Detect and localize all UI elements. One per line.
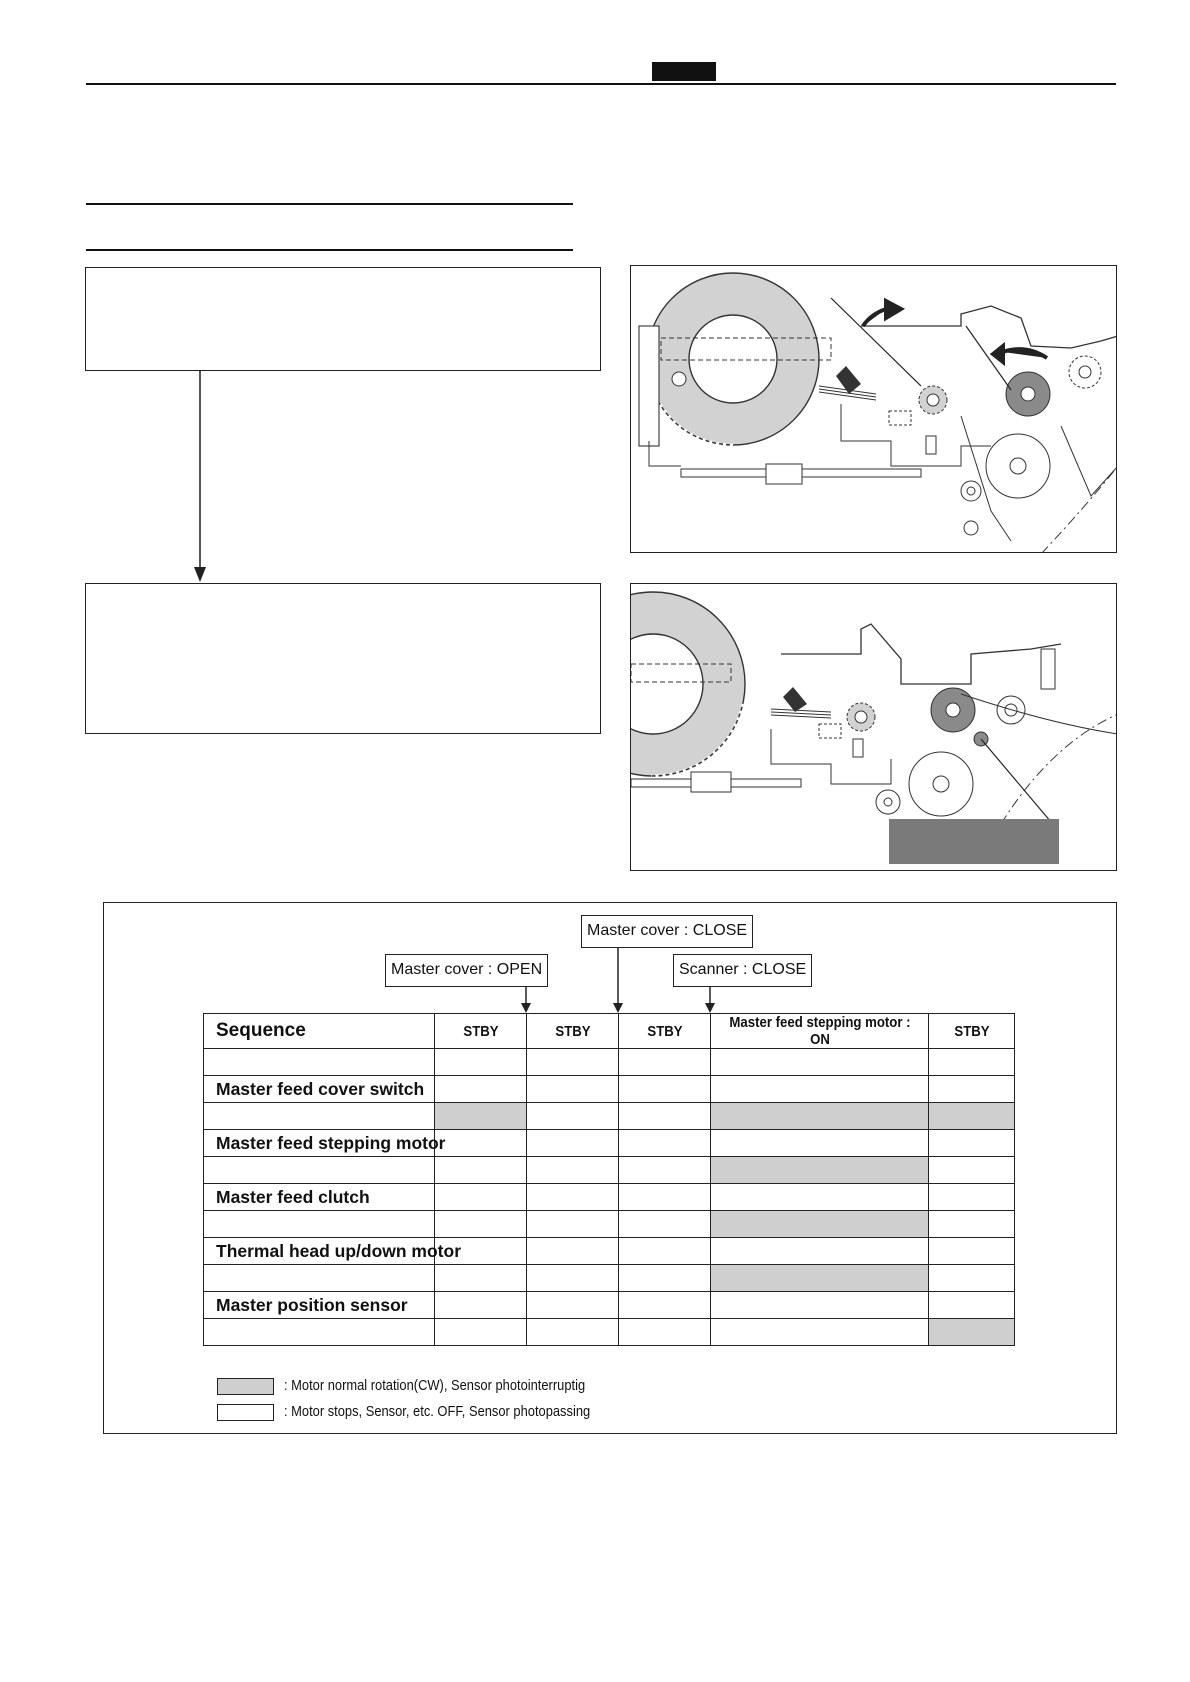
state-cell-inactive [527, 1319, 619, 1346]
state-cell-active [711, 1211, 929, 1238]
state-cell-inactive [929, 1211, 1015, 1238]
table-row [204, 1157, 1015, 1184]
row-label [204, 1211, 435, 1238]
state-cell-inactive [527, 1238, 619, 1265]
state-cell-inactive [619, 1319, 711, 1346]
state-cell-inactive [711, 1049, 929, 1076]
legend-text-off: : Motor stops, Sensor, etc. OFF, Sensor photopassing [284, 1403, 591, 1420]
state-cell-active [929, 1103, 1015, 1130]
legend-swatch-on [217, 1378, 274, 1395]
legend-text-on: : Motor normal rotation(CW), Sensor photointerruptig [284, 1377, 586, 1394]
state-cell-inactive [435, 1049, 527, 1076]
state-cell-inactive [929, 1238, 1015, 1265]
row-label [204, 1157, 435, 1184]
state-cell-inactive [619, 1211, 711, 1238]
state-cell-inactive [527, 1103, 619, 1130]
row-label: Master feed cover switch [204, 1076, 435, 1103]
state-cell-inactive [619, 1103, 711, 1130]
row-label: Thermal head up/down motor [204, 1238, 435, 1265]
state-cell-inactive [619, 1049, 711, 1076]
state-cell-inactive [527, 1265, 619, 1292]
phase-header: Master feed stepping motor : ON [724, 1014, 916, 1049]
table-row [204, 1076, 1015, 1103]
row-label: Master feed clutch [204, 1184, 435, 1211]
table-row [204, 1211, 1015, 1238]
state-cell-inactive [619, 1292, 711, 1319]
state-cell-inactive [619, 1076, 711, 1103]
state-cell-inactive [435, 1130, 527, 1157]
state-cell-active [711, 1103, 929, 1130]
state-cell-inactive [619, 1238, 711, 1265]
table-row [204, 1319, 1015, 1346]
state-cell-inactive [929, 1184, 1015, 1211]
state-cell-inactive [527, 1049, 619, 1076]
state-cell-inactive [619, 1184, 711, 1211]
state-cell-active [929, 1319, 1015, 1346]
state-cell-inactive [435, 1211, 527, 1238]
phase-header: STBY [440, 1014, 521, 1049]
state-cell-inactive [527, 1211, 619, 1238]
state-cell-inactive [527, 1076, 619, 1103]
state-cell-inactive [929, 1076, 1015, 1103]
row-label: Master feed stepping motor [204, 1130, 435, 1157]
state-cell-inactive [435, 1265, 527, 1292]
state-cell-inactive [929, 1292, 1015, 1319]
sequence-table [203, 1013, 1015, 1346]
state-cell-inactive [527, 1130, 619, 1157]
state-cell-inactive [435, 1184, 527, 1211]
state-cell-active [711, 1157, 929, 1184]
state-cell-inactive [435, 1076, 527, 1103]
state-cell-active [711, 1265, 929, 1292]
state-cell-inactive [527, 1292, 619, 1319]
row-label: Master position sensor [204, 1292, 435, 1319]
state-cell-inactive [527, 1157, 619, 1184]
table-row [204, 1238, 1015, 1265]
phase-header: STBY [532, 1014, 613, 1049]
state-cell-inactive [711, 1319, 929, 1346]
phase-header: STBY [934, 1014, 1010, 1049]
event-scanner-close: Scanner : CLOSE [673, 954, 812, 987]
state-cell-inactive [435, 1157, 527, 1184]
state-cell-inactive [711, 1184, 929, 1211]
state-cell-inactive [929, 1265, 1015, 1292]
table-row [204, 1265, 1015, 1292]
state-cell-inactive [929, 1049, 1015, 1076]
state-cell-inactive [527, 1184, 619, 1211]
row-label [204, 1049, 435, 1076]
state-cell-inactive [929, 1130, 1015, 1157]
table-row [204, 1130, 1015, 1157]
state-cell-inactive [711, 1292, 929, 1319]
event-master-cover-open: Master cover : OPEN [385, 954, 548, 987]
state-cell-inactive [435, 1292, 527, 1319]
state-cell-active [435, 1103, 527, 1130]
event-master-cover-close: Master cover : CLOSE [581, 915, 753, 948]
sequence-header: Sequence [204, 1014, 435, 1049]
state-cell-inactive [929, 1157, 1015, 1184]
state-cell-inactive [619, 1130, 711, 1157]
row-label [204, 1319, 435, 1346]
table-row [204, 1292, 1015, 1319]
state-cell-inactive [619, 1157, 711, 1184]
state-cell-inactive [711, 1238, 929, 1265]
state-cell-inactive [435, 1319, 527, 1346]
table-row [204, 1049, 1015, 1076]
state-cell-inactive [711, 1130, 929, 1157]
table-row [204, 1103, 1015, 1130]
row-label [204, 1265, 435, 1292]
legend-swatch-off [217, 1404, 274, 1421]
phase-header: STBY [624, 1014, 705, 1049]
state-cell-inactive [711, 1076, 929, 1103]
state-cell-inactive [619, 1265, 711, 1292]
table-row [204, 1184, 1015, 1211]
row-label [204, 1103, 435, 1130]
